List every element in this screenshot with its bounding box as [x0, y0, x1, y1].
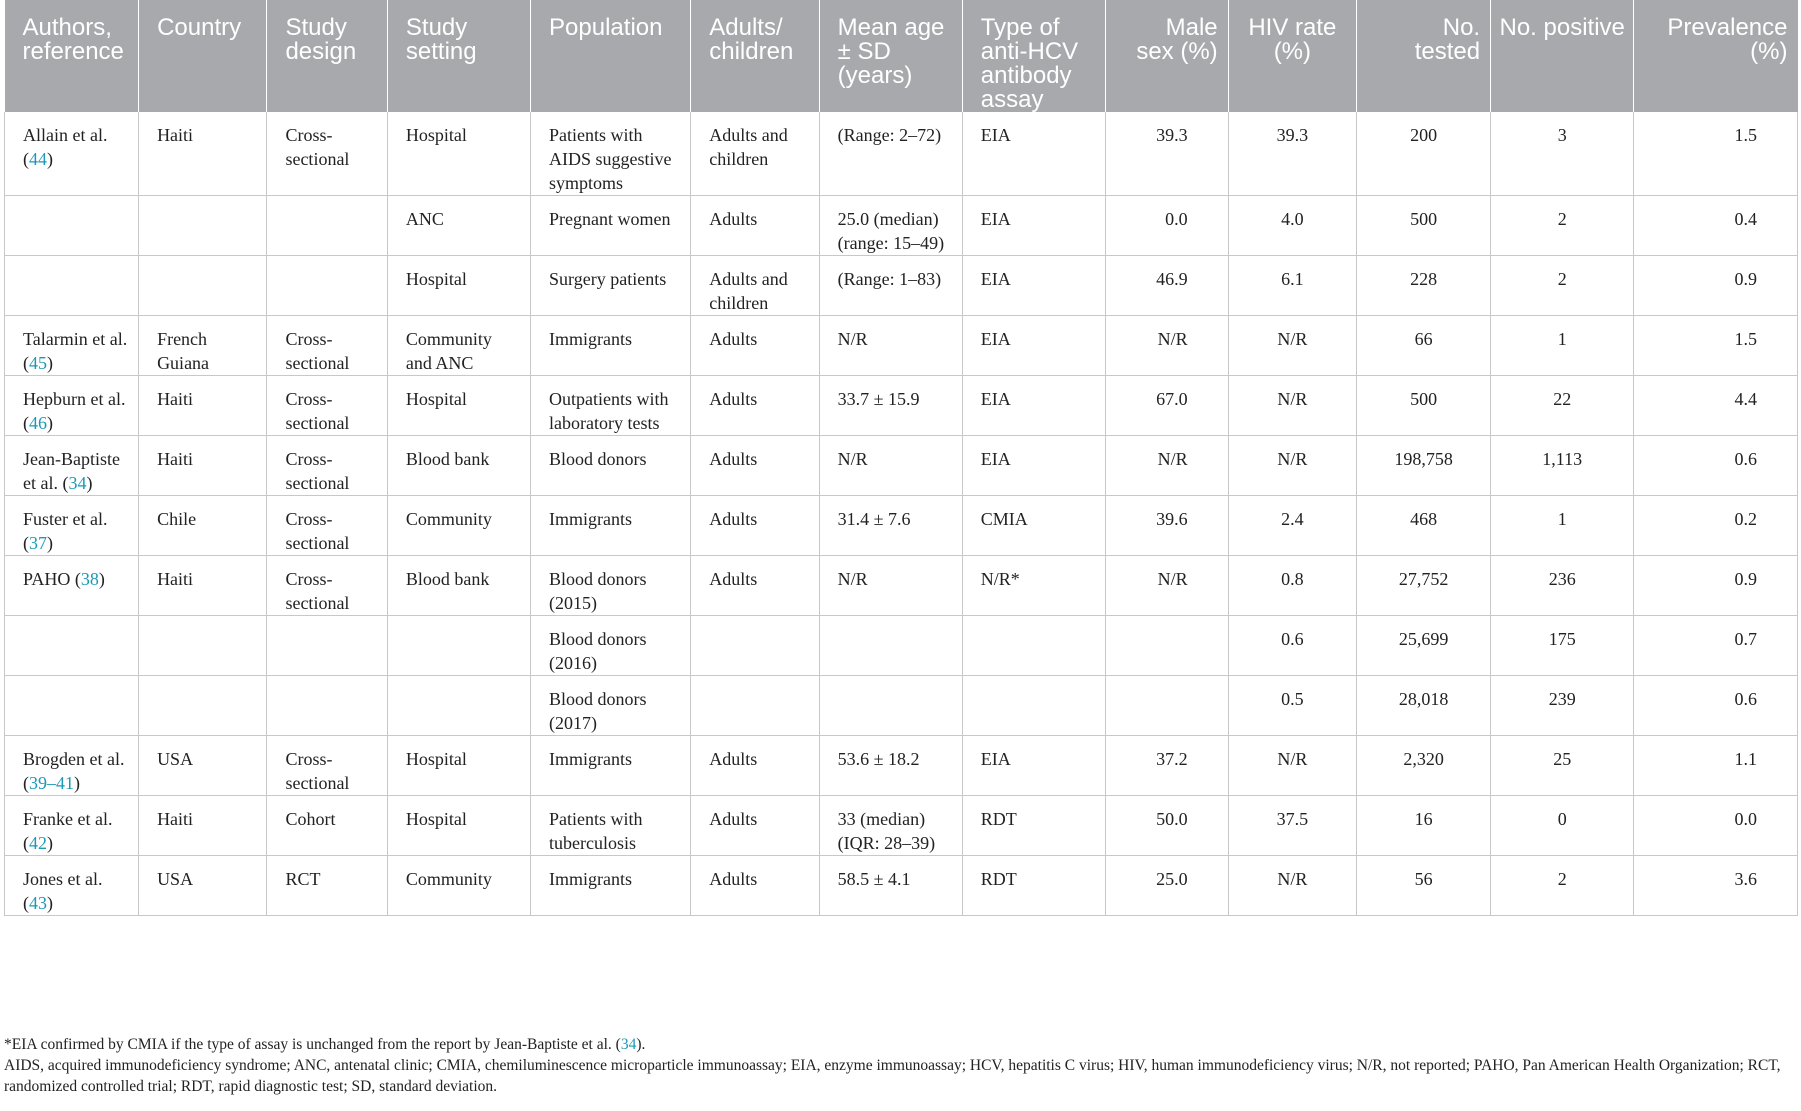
cell-male-sex: 46.9: [1105, 256, 1228, 316]
header-assay: Type of anti-HCV antibody assay: [962, 0, 1105, 112]
cell-setting: Community and ANC: [387, 316, 530, 376]
cell-male-sex: 39.6: [1105, 496, 1228, 556]
cell-hiv-rate: 4.0: [1228, 196, 1356, 256]
cell-no-positive: 175: [1491, 616, 1634, 676]
cell-assay: EIA: [962, 436, 1105, 496]
table-row: [5, 676, 1798, 736]
cell-prevalence: 0.6: [1634, 436, 1798, 496]
cell-assay: EIA: [962, 376, 1105, 436]
cell-no-tested: 228: [1357, 256, 1491, 316]
cell-design: Cross-sectional: [267, 376, 387, 436]
cell-country: USA: [139, 856, 267, 916]
cell-age: 53.6 ± 18.2: [819, 736, 962, 796]
header-authors: Authors, reference: [5, 0, 139, 112]
cell-prevalence: 0.4: [1634, 196, 1798, 256]
cell-male-sex: 50.0: [1105, 796, 1228, 856]
cell-no-tested: 16: [1357, 796, 1491, 856]
table-body: [5, 112, 1798, 916]
cell-no-tested: 200: [1357, 112, 1491, 196]
cell-country: Chile: [139, 496, 267, 556]
header-hiv: HIV rate (%): [1228, 0, 1356, 112]
table-row: [5, 436, 1798, 496]
reference-link[interactable]: 42: [29, 833, 47, 853]
cell-no-positive: 2: [1491, 856, 1634, 916]
cell-hiv-rate: 39.3: [1228, 112, 1356, 196]
cell-male-sex: 25.0: [1105, 856, 1228, 916]
cell-assay: N/R*: [962, 556, 1105, 616]
cell-population: Blood donors (2015): [531, 556, 691, 616]
header-age: Mean age ± SD (years): [819, 0, 962, 112]
cell-adults: Adults: [691, 556, 819, 616]
table-row: [5, 196, 1798, 256]
cell-prevalence: 0.0: [1634, 796, 1798, 856]
cell-setting: Blood bank: [387, 556, 530, 616]
cell-no-positive: 236: [1491, 556, 1634, 616]
cell-hiv-rate: 0.6: [1228, 616, 1356, 676]
cell-population: Immigrants: [531, 496, 691, 556]
hcv-prevalence-table: [4, 0, 1798, 916]
cell-country: [139, 196, 267, 256]
cell-design: [267, 256, 387, 316]
cell-design: Cross-sectional: [267, 316, 387, 376]
cell-no-positive: 25: [1491, 736, 1634, 796]
cell-design: [267, 196, 387, 256]
cell-country: French Guiana: [139, 316, 267, 376]
cell-prevalence: 4.4: [1634, 376, 1798, 436]
table-row: [5, 496, 1798, 556]
cell-no-positive: 1: [1491, 316, 1634, 376]
cell-setting: Hospital: [387, 376, 530, 436]
header-positive: No. positive: [1491, 0, 1634, 112]
cell-hiv-rate: 2.4: [1228, 496, 1356, 556]
cell-setting: Hospital: [387, 796, 530, 856]
reference-link[interactable]: 39–41: [29, 773, 74, 793]
cell-population: Blood donors: [531, 436, 691, 496]
study-table-container: [4, 0, 1798, 916]
cell-design: Cross-sectional: [267, 436, 387, 496]
reference-link[interactable]: 44: [29, 149, 47, 169]
cell-male-sex: 37.2: [1105, 736, 1228, 796]
cell-author: [5, 196, 139, 256]
header-population: Population: [531, 0, 691, 112]
cell-population: Surgery patients: [531, 256, 691, 316]
cell-population: Blood donors (2016): [531, 616, 691, 676]
cell-adults: Adults: [691, 496, 819, 556]
cell-age: 31.4 ± 7.6: [819, 496, 962, 556]
cell-author: Hepburn et al. (46): [5, 376, 139, 436]
table-row: [5, 376, 1798, 436]
cell-prevalence: 0.9: [1634, 256, 1798, 316]
cell-no-tested: 198,758: [1357, 436, 1491, 496]
table-row: [5, 112, 1798, 196]
cell-design: RCT: [267, 856, 387, 916]
cell-assay: EIA: [962, 256, 1105, 316]
cell-design: Cross-sectional: [267, 496, 387, 556]
cell-prevalence: 1.1: [1634, 736, 1798, 796]
cell-age: N/R: [819, 316, 962, 376]
cell-assay: [962, 616, 1105, 676]
cell-assay: EIA: [962, 316, 1105, 376]
cell-setting: Community: [387, 856, 530, 916]
cell-adults: Adults: [691, 316, 819, 376]
cell-prevalence: 0.6: [1634, 676, 1798, 736]
cell-no-tested: 28,018: [1357, 676, 1491, 736]
reference-link[interactable]: 45: [29, 353, 47, 373]
table-footnotes: [4, 1034, 1798, 1097]
cell-setting: [387, 676, 530, 736]
cell-hiv-rate: N/R: [1228, 856, 1356, 916]
header-adults: Adults/ children: [691, 0, 819, 112]
cell-age: 58.5 ± 4.1: [819, 856, 962, 916]
cell-hiv-rate: N/R: [1228, 436, 1356, 496]
cell-hiv-rate: 37.5: [1228, 796, 1356, 856]
cell-adults: Adults: [691, 736, 819, 796]
reference-link[interactable]: 38: [80, 569, 99, 589]
cell-male-sex: N/R: [1105, 436, 1228, 496]
header-setting: Study setting: [387, 0, 530, 112]
cell-male-sex: 67.0: [1105, 376, 1228, 436]
cell-setting: Hospital: [387, 736, 530, 796]
cell-no-positive: 3: [1491, 112, 1634, 196]
cell-population: Patients with AIDS suggestive symptoms: [531, 112, 691, 196]
table-row: [5, 556, 1798, 616]
cell-author: Talarmin et al. (45): [5, 316, 139, 376]
cell-adults: Adults and children: [691, 112, 819, 196]
cell-author: Brogden et al. (39–41): [5, 736, 139, 796]
table-row: [5, 616, 1798, 676]
cell-age: (Range: 1–83): [819, 256, 962, 316]
cell-prevalence: 0.2: [1634, 496, 1798, 556]
cell-male-sex: 39.3: [1105, 112, 1228, 196]
cell-country: [139, 616, 267, 676]
cell-hiv-rate: 0.5: [1228, 676, 1356, 736]
cell-country: [139, 676, 267, 736]
table-header: [5, 0, 1798, 112]
cell-author: Fuster et al. (37): [5, 496, 139, 556]
cell-no-positive: 0: [1491, 796, 1634, 856]
cell-prevalence: 0.9: [1634, 556, 1798, 616]
cell-age: N/R: [819, 436, 962, 496]
footnote-assay: *EIA confirmed by CMIA if the type of assay is unchanged from the report by Jean-Baptiste et al. (34).: [4, 1036, 646, 1053]
cell-no-tested: 56: [1357, 856, 1491, 916]
cell-setting: Community: [387, 496, 530, 556]
cell-population: Immigrants: [531, 316, 691, 376]
cell-hiv-rate: N/R: [1228, 316, 1356, 376]
footnote-abbreviations: AIDS, acquired immunodeficiency syndrome; ANC, antenatal clinic; CMIA, chemiluminescence microparticle immunoassay; EIA, enzyme immunoassay; HCV, hepatitis C virus; HIV, human immunodeficiency virus; N/R, not reported; PAHO, Pan American Health Organization; RCT, randomized controlled trial; RDT, rapid diagnostic test; SD, standard deviation.: [4, 1057, 1781, 1095]
cell-no-tested: 2,320: [1357, 736, 1491, 796]
cell-assay: EIA: [962, 112, 1105, 196]
cell-assay: RDT: [962, 856, 1105, 916]
cell-age: 25.0 (median) (range: 15–49): [819, 196, 962, 256]
cell-design: [267, 676, 387, 736]
cell-setting: Blood bank: [387, 436, 530, 496]
table-row: [5, 796, 1798, 856]
cell-adults: Adults: [691, 196, 819, 256]
reference-link[interactable]: 34: [620, 1036, 637, 1053]
cell-setting: Hospital: [387, 256, 530, 316]
cell-design: Cross-sectional: [267, 556, 387, 616]
reference-link[interactable]: 37: [29, 533, 47, 553]
header-male: Male sex (%): [1105, 0, 1228, 112]
header-tested: No. tested: [1357, 0, 1491, 112]
cell-author: Allain et al. (44): [5, 112, 139, 196]
cell-population: Blood donors (2017): [531, 676, 691, 736]
cell-adults: [691, 676, 819, 736]
cell-design: [267, 616, 387, 676]
cell-country: USA: [139, 736, 267, 796]
cell-no-positive: 2: [1491, 196, 1634, 256]
cell-prevalence: 3.6: [1634, 856, 1798, 916]
cell-adults: Adults and children: [691, 256, 819, 316]
cell-assay: CMIA: [962, 496, 1105, 556]
cell-author: [5, 676, 139, 736]
cell-no-positive: 1,113: [1491, 436, 1634, 496]
reference-link[interactable]: 34: [68, 473, 87, 493]
cell-no-positive: 1: [1491, 496, 1634, 556]
cell-hiv-rate: 6.1: [1228, 256, 1356, 316]
cell-male-sex: N/R: [1105, 556, 1228, 616]
cell-author: Jones et al. (43): [5, 856, 139, 916]
cell-age: N/R: [819, 556, 962, 616]
cell-age: [819, 676, 962, 736]
cell-no-tested: 500: [1357, 196, 1491, 256]
header-design: Study design: [267, 0, 387, 112]
cell-no-positive: 22: [1491, 376, 1634, 436]
cell-country: Haiti: [139, 376, 267, 436]
cell-male-sex: N/R: [1105, 316, 1228, 376]
cell-male-sex: 0.0: [1105, 196, 1228, 256]
cell-country: [139, 256, 267, 316]
cell-population: Immigrants: [531, 856, 691, 916]
cell-no-positive: 2: [1491, 256, 1634, 316]
cell-country: Haiti: [139, 436, 267, 496]
cell-age: 33.7 ± 15.9: [819, 376, 962, 436]
cell-age: (Range: 2–72): [819, 112, 962, 196]
table-row: [5, 856, 1798, 916]
cell-assay: EIA: [962, 196, 1105, 256]
table-row: [5, 736, 1798, 796]
cell-male-sex: [1105, 676, 1228, 736]
reference-link[interactable]: 43: [29, 893, 47, 913]
cell-country: Haiti: [139, 112, 267, 196]
cell-country: Haiti: [139, 796, 267, 856]
cell-author: Jean-Baptiste et al. (34): [5, 436, 139, 496]
table-row: [5, 316, 1798, 376]
cell-design: Cross-sectional: [267, 736, 387, 796]
cell-male-sex: [1105, 616, 1228, 676]
cell-design: Cross-sectional: [267, 112, 387, 196]
cell-no-tested: 27,752: [1357, 556, 1491, 616]
cell-age: [819, 616, 962, 676]
header-country: Country: [139, 0, 267, 112]
cell-no-tested: 25,699: [1357, 616, 1491, 676]
cell-assay: EIA: [962, 736, 1105, 796]
cell-author: Franke et al. (42): [5, 796, 139, 856]
cell-hiv-rate: 0.8: [1228, 556, 1356, 616]
cell-population: Outpatients with laboratory tests: [531, 376, 691, 436]
cell-no-tested: 468: [1357, 496, 1491, 556]
cell-population: Patients with tuberculosis: [531, 796, 691, 856]
cell-author: [5, 256, 139, 316]
cell-assay: RDT: [962, 796, 1105, 856]
cell-no-positive: 239: [1491, 676, 1634, 736]
cell-hiv-rate: N/R: [1228, 376, 1356, 436]
cell-assay: [962, 676, 1105, 736]
table-row: [5, 256, 1798, 316]
cell-setting: [387, 616, 530, 676]
cell-population: Immigrants: [531, 736, 691, 796]
cell-author: [5, 616, 139, 676]
cell-adults: [691, 616, 819, 676]
cell-no-tested: 66: [1357, 316, 1491, 376]
cell-design: Cohort: [267, 796, 387, 856]
cell-prevalence: 1.5: [1634, 112, 1798, 196]
cell-adults: Adults: [691, 796, 819, 856]
cell-setting: Hospital: [387, 112, 530, 196]
cell-adults: Adults: [691, 856, 819, 916]
cell-author: PAHO (38): [5, 556, 139, 616]
cell-prevalence: 0.7: [1634, 616, 1798, 676]
reference-link[interactable]: 46: [29, 413, 47, 433]
cell-adults: Adults: [691, 376, 819, 436]
cell-age: 33 (median) (IQR: 28–39): [819, 796, 962, 856]
cell-setting: ANC: [387, 196, 530, 256]
cell-country: Haiti: [139, 556, 267, 616]
cell-prevalence: 1.5: [1634, 316, 1798, 376]
cell-no-tested: 500: [1357, 376, 1491, 436]
cell-adults: Adults: [691, 436, 819, 496]
cell-hiv-rate: N/R: [1228, 736, 1356, 796]
header-prevalence: Prevalence (%): [1634, 0, 1798, 112]
cell-population: Pregnant women: [531, 196, 691, 256]
